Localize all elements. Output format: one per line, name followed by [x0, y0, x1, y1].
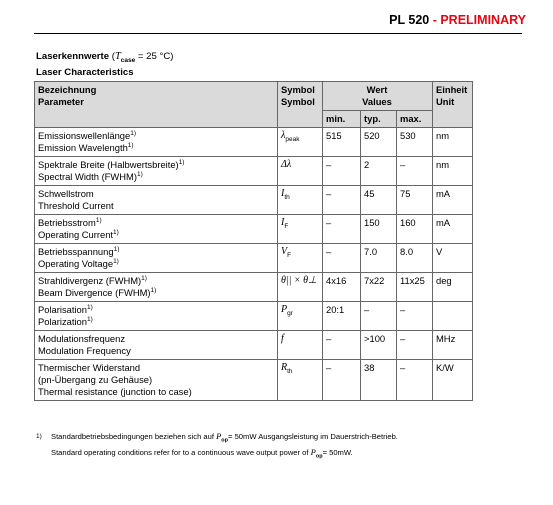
unit-cell: nm [433, 128, 473, 157]
table-row [35, 157, 473, 186]
param-cell: Modulationsfrequenz Modulation Frequency [35, 331, 278, 360]
table-header-row [35, 82, 473, 111]
param-cell: Betriebsspannung$^{1)}$ Operating Voltage$^{1)}$ [35, 244, 278, 273]
param-cell: Emissionswellenlänge$^{1)}$ Emission Wavelength$^{1)}$ [35, 128, 278, 157]
unit-cell: mA [433, 215, 473, 244]
max-cell: – [397, 157, 433, 186]
unit-cell: nm [433, 157, 473, 186]
param-cell: Betriebsstrom$^{1)}$ Operating Current$^{1)}$ [35, 215, 278, 244]
table-row [35, 128, 473, 157]
typ-cell: 7.0 [361, 244, 397, 273]
min-cell: 20:1 [323, 302, 361, 331]
max-cell: – [397, 302, 433, 331]
symbol-cell: θ|| × θ⊥ [278, 273, 323, 302]
unit-cell: mA [433, 186, 473, 215]
footnote-en: Standard operating conditions refer for to a continuous wave output power of $P_{op}= 50mW$. [51, 446, 353, 460]
typ-cell: – [361, 302, 397, 331]
symbol-cell: f [278, 331, 323, 360]
preliminary-label: PRELIMINARY [440, 13, 526, 27]
laser-characteristics-table [34, 81, 473, 401]
typ-cell: 45 [361, 186, 397, 215]
param-cell: Polarisation$^{1)}$ Polarization$^{1)}$ [35, 302, 278, 331]
section-title-en: Laser Characteristics [36, 66, 134, 78]
table-row [35, 302, 473, 331]
header-values: Wert Values [323, 82, 433, 111]
table-row [35, 186, 473, 215]
status-separator: - [429, 13, 441, 27]
temp-value: = 25 °C) [135, 51, 174, 62]
header-max: max. [397, 111, 433, 128]
unit-cell: MHz [433, 331, 473, 360]
header-typ: typ. [361, 111, 397, 128]
table-row [35, 273, 473, 302]
table-row [35, 331, 473, 360]
unit-cell: deg [433, 273, 473, 302]
max-cell: 160 [397, 215, 433, 244]
document-header [389, 13, 526, 27]
symbol-cell: $R_{th}$ [278, 360, 323, 401]
max-cell: 530 [397, 128, 433, 157]
header-parameter: Bezeichnung Parameter [35, 82, 278, 128]
product-name: PL 520 [389, 13, 430, 27]
table-row [35, 215, 473, 244]
footnote-de: Standardbetriebsbedingungen beziehen sich auf $P_{op}= 50mW$ Ausgangsleistung im Dauerstrich-Betrieb. [51, 431, 398, 444]
header-symbol: Symbol Symbol [278, 82, 323, 128]
min-cell: 4x16 [323, 273, 361, 302]
symbol-cell: $\lambda_{peak}$ [278, 128, 323, 157]
min-cell: – [323, 244, 361, 273]
max-cell: 8.0 [397, 244, 433, 273]
min-cell: – [323, 157, 361, 186]
footnote [36, 431, 398, 462]
param-cell: Schwellstrom Threshold Current [35, 186, 278, 215]
temp-sub: case [120, 56, 136, 64]
typ-cell: >100 [361, 331, 397, 360]
symbol-cell: Δλ [278, 157, 323, 186]
unit-cell: K/W [433, 360, 473, 401]
table-row [35, 360, 473, 401]
typ-cell: 7x22 [361, 273, 397, 302]
unit-cell [433, 302, 473, 331]
table-row [35, 244, 473, 273]
section-title-de: Laserkennwerte [36, 51, 110, 62]
symbol-cell: $I_F$ [278, 215, 323, 244]
min-cell: – [323, 360, 361, 401]
min-cell: – [323, 215, 361, 244]
symbol-cell: $I_{th}$ [278, 186, 323, 215]
header-min: min. [323, 111, 361, 128]
typ-cell: 2 [361, 157, 397, 186]
max-cell: – [397, 331, 433, 360]
min-cell: – [323, 186, 361, 215]
header-unit: Einheit Unit [433, 82, 473, 128]
unit-cell: V [433, 244, 473, 273]
min-cell: 515 [323, 128, 361, 157]
param-cell: Thermischer Widerstand (pn-Übergang zu Gehäuse) Thermal resistance (junction to case) [35, 360, 278, 401]
param-cell: Strahldivergenz (FWHM)$^{1)}$ Beam Divergence (FWHM)$^{1)}$ [35, 273, 278, 302]
min-cell: – [323, 331, 361, 360]
temp-open: ( [109, 51, 115, 62]
max-cell: 11x25 [397, 273, 433, 302]
symbol-cell: $P_{gr}$ [278, 302, 323, 331]
temp-symbol: T [114, 51, 121, 62]
section-heading [36, 51, 173, 79]
typ-cell: 520 [361, 128, 397, 157]
symbol-cell: $V_F$ [278, 244, 323, 273]
max-cell: 75 [397, 186, 433, 215]
typ-cell: 150 [361, 215, 397, 244]
param-cell: Spektrale Breite (Halbwertsbreite)$^{1)}$ Spectral Width (FWHM)$^{1)}$ [35, 157, 278, 186]
max-cell: – [397, 360, 433, 401]
typ-cell: 38 [361, 360, 397, 401]
header-rule [34, 33, 522, 34]
footnote-mark: 1) [36, 433, 42, 440]
